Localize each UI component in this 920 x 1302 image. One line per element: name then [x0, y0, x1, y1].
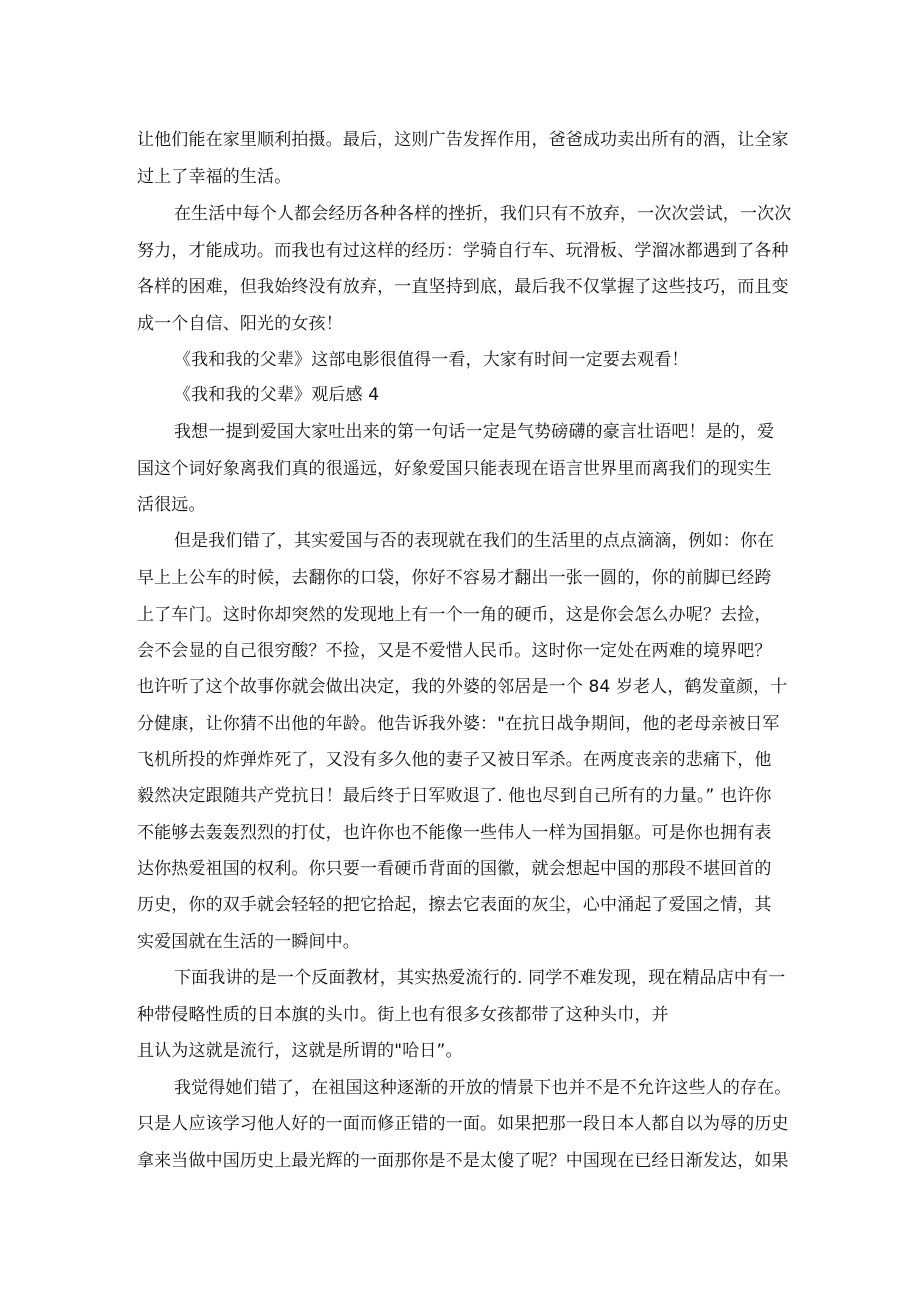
text-line: 不能够去轰轰烈烈的打仗，也许你也不能像一些伟人一样为国捐躯。可是你也拥有表: [137, 823, 772, 843]
text-line: 飞机所投的炸弹炸死了，又没有多久他的妻子又被日军杀。在两度丧亲的悲痛下，他: [137, 750, 772, 770]
text-line: 但是我们错了，其实爱国与否的表现就在我们的生活里的点点滴滴，例如：你在: [174, 531, 775, 551]
text-line: 让他们能在家里顺利拍摄。最后，这则广告发挥作用，爸爸成功卖出所有的酒，让全家: [137, 130, 789, 150]
text-line: 早上上公车的时候，去翻你的口袋，你好不容易才翻出一张一圆的，你的前脚已经跨: [137, 568, 772, 588]
text-line: 过上了幸福的生活。: [137, 167, 292, 187]
text-line: 也许听了这个故事你就会做出决定，我的外婆的邻居是一个 84 岁老人，鹤发童颜，十: [137, 677, 788, 697]
text-line: 种带侵略性质的日本旗的头巾。街上也有很多女孩都带了这种头巾，并: [137, 1005, 669, 1025]
text-line: 且认为这就是流行，这就是所谓的"哈日”。: [137, 1041, 463, 1061]
text-line: 活很远。: [137, 495, 206, 515]
text-line: 各样的困难，但我始终没有放弃，一直坚持到底，最后我不仅掌握了这些技巧，而且变: [137, 277, 789, 297]
text-line: 国这个词好象离我们真的很遥远，好象爱国只能表现在语言世界里而离我们的现实生: [137, 459, 772, 479]
text-line: 上了车门。这时你却突然的发现地上有一个一角的硬币，这是你会怎么办呢？去捡，: [137, 605, 772, 625]
text-line: 我想一提到爱国大家吐出来的第一句话一定是气势磅礴的豪言壮语吧！是的，爱: [174, 422, 775, 442]
text-line: 努力，才能成功。而我也有过这样的经历：学骑自行车、玩滑板、学溜冰都遇到了各种: [137, 241, 789, 261]
text-line: 历史，你的双手就会轻轻的把它拾起，擦去它表面的灰尘，心中涌起了爱国之情，其: [137, 895, 772, 915]
text-line: 毅然决定跟随共产党抗日！最后终于日军败退了. 他也尽到自己所有的力量。” 也许你: [137, 786, 772, 806]
text-line: 《我和我的父辈》这部电影很值得一看，大家有时间一定要去观看！: [174, 350, 689, 370]
text-line: 分健康，让你猜不出他的年龄。他告诉我外婆："在抗日战争期间，他的老母亲被日军: [137, 714, 780, 734]
text-line: 拿来当做中国历史上最光辉的一面那你是不是太傻了呢？中国现在已经日渐发达，如果: [137, 1151, 789, 1171]
section-heading: 《我和我的父辈》观后感 4: [174, 385, 380, 405]
text-line: 成一个自信、阳光的女孩！: [137, 314, 343, 334]
text-line: 达你热爱祖国的权利。你只要一看硬币背面的国徽，就会想起中国的那段不堪回首的: [137, 859, 772, 879]
text-line: 会不会显的自己很穷酸？不捡，又是不爱惜人民币。这时你一定处在两难的境界吧？: [137, 641, 772, 661]
text-line: 只是人应该学习他人好的一面而修正错的一面。如果把那一段日本人都自以为辱的历史: [137, 1114, 789, 1134]
text-line: 在生活中每个人都会经历各种各样的挫折，我们只有不放弃，一次次尝试，一次次: [174, 204, 792, 224]
text-line: 我觉得她们错了，在祖国这种逐渐的开放的情景下也并不是不允许这些人的存在。: [174, 1078, 792, 1098]
text-line: 下面我讲的是一个反面教材，其实热爱流行的. 同学不难发现，现在精品店中有一: [174, 968, 786, 988]
text-line: 实爱国就在生活的一瞬间中。: [137, 932, 360, 952]
